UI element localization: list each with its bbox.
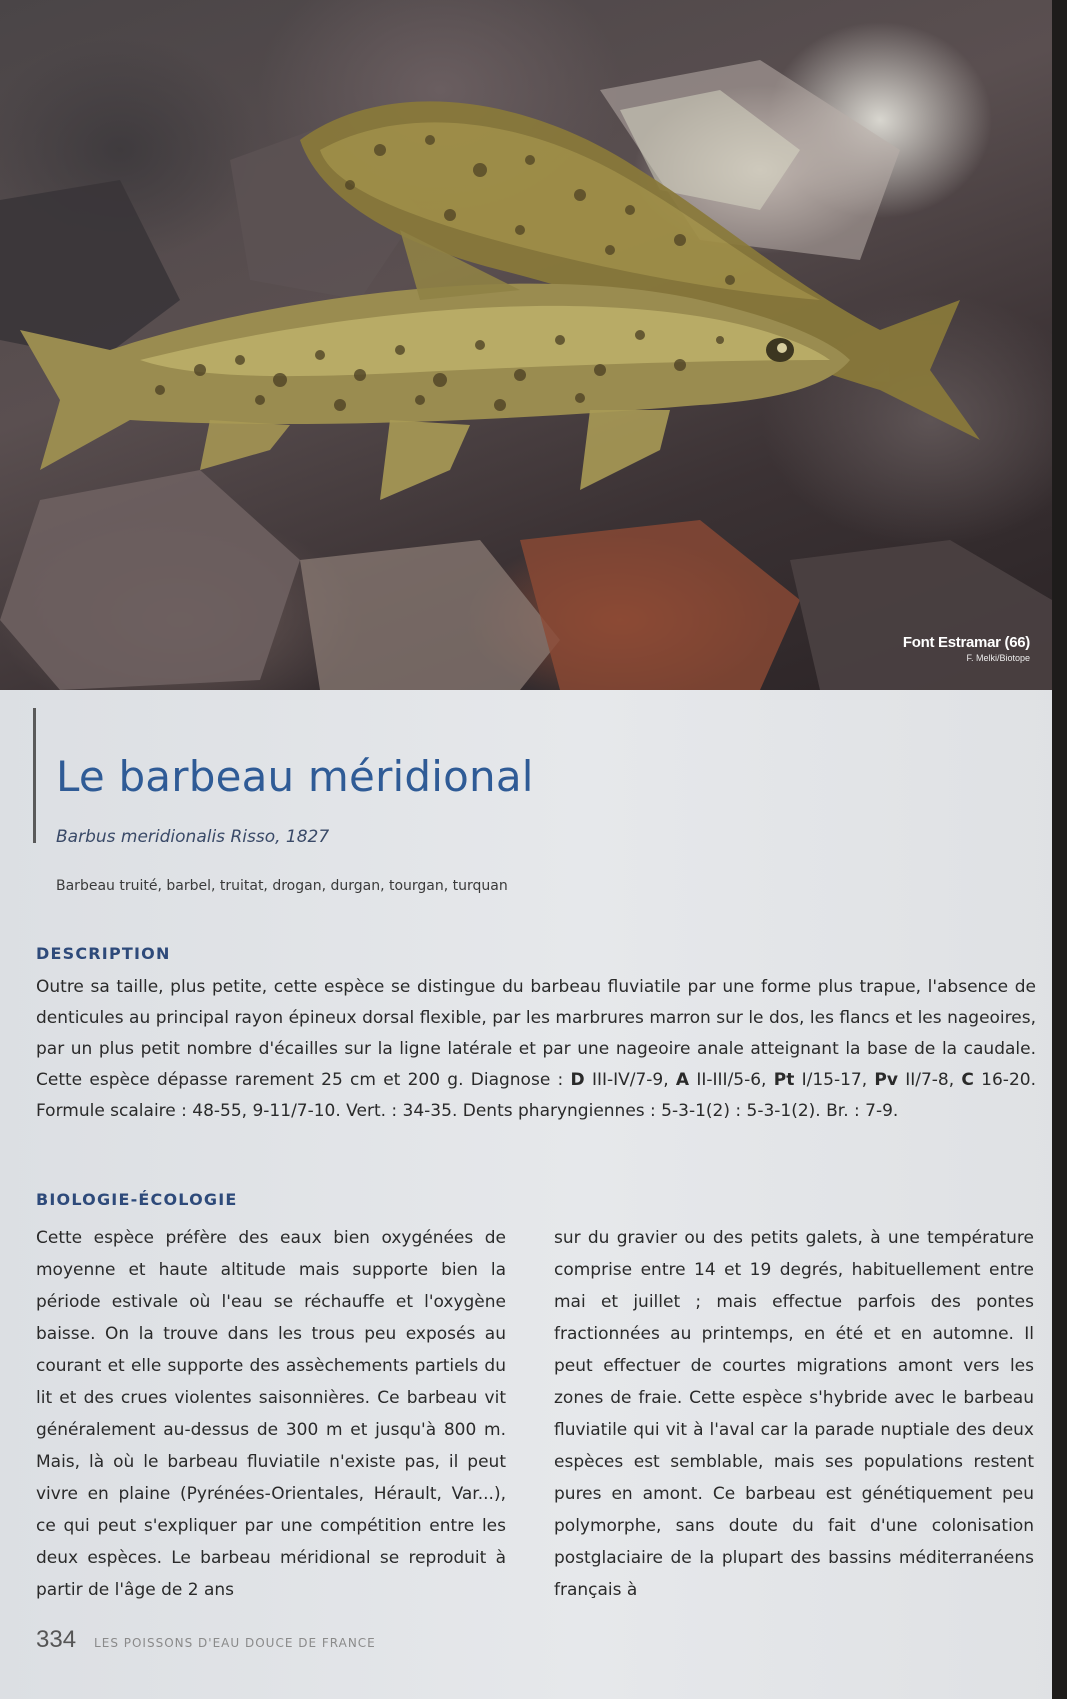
common-names: Barbeau truité, barbel, truitat, drogan, durgan, tourgan, turquan [56, 878, 508, 894]
page-footer [36, 1626, 376, 1654]
fish-photograph [0, 0, 1052, 690]
biology-heading: BIOLOGIE-ÉCOLOGIE [36, 1190, 238, 1209]
biology-text-left: Cette espèce préfère des eaux bien oxygénées de moyenne et haute altitude mais supporte bien la période estivale où l'eau se réchauffe et l'oxygène baisse. On la trouve dans les trous peu exposés au courant et elle supporte des assèchements partiels du lit et des crues violentes saisonnières. Ce barbeau vit généralement au-dessus de 300 m et jusqu'à 800 m. Mais, là où le barbeau fluviatile n'existe pas, il peut vivre en plaine (Pyrénées-Orientales, Hérault, Var...), ce qui peut s'expliquer par une compétition entre les deux espèces. Le barbeau méridional se reproduit à partir de l'âge de 2 ans [36, 1228, 506, 1600]
page-number: 334 [36, 1626, 77, 1653]
species-title: Le barbeau méridional [56, 752, 534, 801]
accent-bar [33, 708, 36, 843]
biology-text-right: sur du gravier ou des petits galets, à une température comprise entre 14 et 19 degrés, habituellement entre mai et juillet ; mais effectue parfois des pontes fractionnées au printemps, en été et en automne. Il peut effectuer de courtes migrations amont vers les zones de fraie. Cette espèce s'hybride avec le barbeau fluviatile qui vit à l'aval car la parade nuptiale des deux espèces est semblable, mais ses populations restent pures en amont. Ce barbeau est génétiquement peu polymorphe, sans doute du fait d'une colonisation postglaciaire de la plupart des bassins méditerranéens français à [554, 1228, 1034, 1600]
scientific-name: Barbus meridionalis Risso, 1827 [56, 827, 330, 847]
page-edge-shadow [1052, 0, 1067, 1699]
book-title: LES POISSONS D'EAU DOUCE DE FRANCE [94, 1636, 376, 1650]
photo-credit [903, 634, 1030, 663]
photo-location: Font Estramar (66) [902, 634, 1030, 651]
photo-author: F. Melki/Biotope [966, 653, 1030, 663]
description-text: Outre sa taille, plus petite, cette espèce se distingue du barbeau fluviatile par une forme plus trapue, l'absence de denticules au principal rayon épineux dorsal flexible, par les marbrures marron sur le dos, les flancs et les nageoires, par un plus petit nombre d'écailles sur la ligne latérale et par une nageoire anale atteignant la base de la caudale. Cette espèce dépasse rarement 25 cm et 200 g. Diagnose : D III-IV/7-9, A II-III/5-6, Pt I/15-17, Pv II/7-8, C 16-20. Formule scalaire : 48-55, 9-11/7-10. Vert. : 34-35. Dents pharyngiennes : 5-3-1(2) : 5-3-1(2). Br. : 7-9. [36, 977, 1036, 1121]
fish-illustration [0, 0, 1052, 690]
description-heading: DESCRIPTION [36, 944, 171, 963]
